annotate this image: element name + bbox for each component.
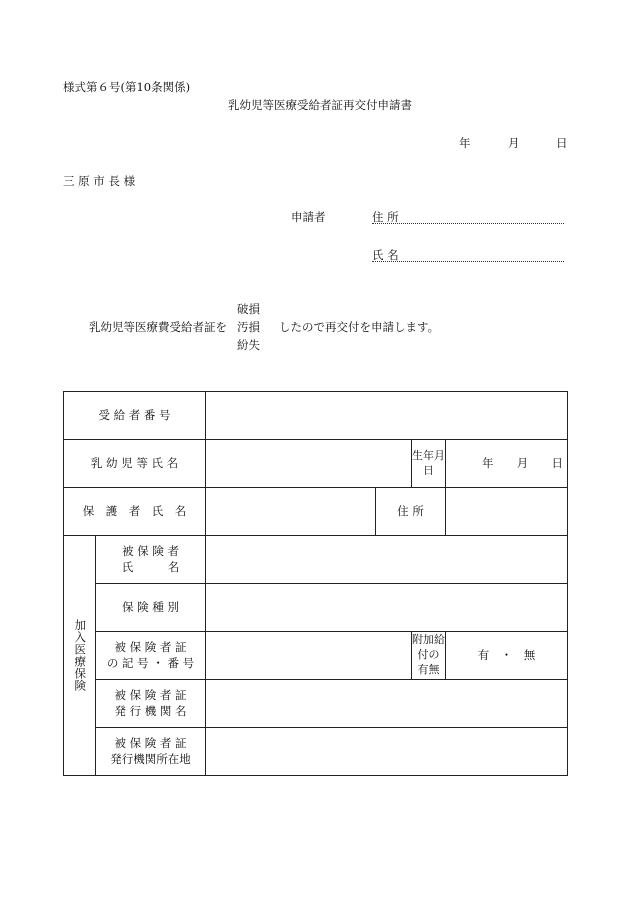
page-title: 乳幼児等医療受給者証再交付申請書 [228,98,412,112]
applicant-name-field[interactable] [372,261,564,262]
insurance-type-label: 保 険 種 別 [96,584,206,632]
reason-lost[interactable]: 紛失 [237,338,260,352]
applicant-name-label: 氏 名 [372,248,399,262]
guardian-name-label: 保 護 者 氏 名 [64,488,206,536]
recipient-number-label: 受 給 者 番 号 [64,392,206,440]
date-month-label: 月 [508,136,520,150]
applicant-label: 申請者 [291,210,326,224]
additional-benefit-field[interactable]: 有 ・ 無 [446,632,568,680]
statement-suffix: したので再交付を申請します。 [279,320,440,334]
insurance-group-text: 加入医療保険 [73,619,88,692]
applicant-address-label: 住 所 [372,210,399,224]
cert-number-label: 被 保 険 者 証 の 記 号 ・ 番 号 [96,632,206,680]
date-day-label: 日 [556,136,568,150]
additional-benefit-label: 附加給付の 有無 [412,632,446,680]
insured-name-label: 被 保 険 者 氏 名 [96,536,206,584]
reason-damaged[interactable]: 破損 [237,302,260,316]
birth-day-label: 日 [551,455,563,470]
issuer-address-label: 被 保 険 者 証 発行機関所在地 [96,728,206,776]
birth-date-label: 生年月日 [412,440,446,488]
guardian-address-field[interactable] [446,488,568,536]
recipient-number-field[interactable] [206,392,568,440]
issuer-name-field[interactable] [206,680,568,728]
application-table [63,391,568,776]
insurance-type-field[interactable] [206,584,568,632]
child-name-field[interactable] [206,440,412,488]
guardian-name-field[interactable] [206,488,376,536]
issuer-address-field[interactable] [206,728,568,776]
child-name-label: 乳 幼 児 等 氏 名 [64,440,206,488]
reason-soiled[interactable]: 汚損 [237,320,260,334]
birth-month-label: 月 [516,455,529,470]
guardian-address-label: 住 所 [376,488,446,536]
applicant-address-field[interactable] [372,223,564,224]
form-number: 様式第６号(第10条関係) [63,80,191,94]
date-year-label: 年 [459,136,471,150]
issuer-name-label: 被 保 険 者 証 発 行 機 関 名 [96,680,206,728]
statement-prefix: 乳幼児等医療費受給者証を [89,320,227,334]
insurance-group-label [64,536,96,776]
addressee: 三 原 市 長 様 [63,174,136,188]
insured-name-field[interactable] [206,536,568,584]
cert-number-field[interactable] [206,632,412,680]
birth-year-label: 年 [482,455,494,470]
birth-date-field[interactable] [446,440,568,488]
